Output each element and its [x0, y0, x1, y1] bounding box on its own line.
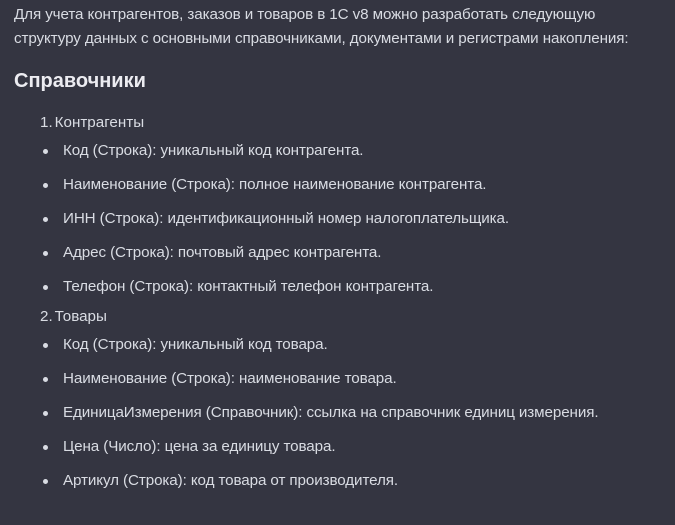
- list-item-text: Телефон (Строка): контактный телефон контрагента.: [63, 278, 434, 295]
- list-item: [14, 368, 661, 390]
- list-item: [14, 470, 661, 492]
- bullet-icon: [43, 149, 48, 154]
- list-item-text: Артикул (Строка): код товара от производителя.: [63, 472, 398, 489]
- field-list: [14, 140, 661, 298]
- section-heading: Справочники: [14, 70, 146, 92]
- bullet-icon: [43, 411, 48, 416]
- bullet-icon: [43, 479, 48, 484]
- list-item-text: ЕдиницаИзмерения (Справочник): ссылка на справочник единиц измерения.: [63, 404, 599, 421]
- catalog-group-counterparties: [14, 112, 661, 298]
- list-item: [14, 140, 661, 162]
- field-list: [14, 334, 661, 492]
- group-title: [14, 112, 661, 134]
- group-number: 1.: [40, 114, 53, 131]
- group-number: 2.: [40, 308, 53, 325]
- list-item: [14, 276, 661, 298]
- catalog-group-goods: [14, 306, 661, 492]
- intro-paragraph: Для учета контрагентов, заказов и товаров в 1С v8 можно разработать следующую структуру данных с основными справочниками, документами и регистрами накопления:: [14, 6, 629, 47]
- bullet-icon: [43, 251, 48, 256]
- list-item: [14, 174, 661, 196]
- list-item: [14, 334, 661, 356]
- bullet-icon: [43, 183, 48, 188]
- list-item-text: Код (Строка): уникальный код товара.: [63, 336, 328, 353]
- list-item: [14, 208, 661, 230]
- group-name: Контрагенты: [54, 114, 145, 131]
- group-title: [14, 306, 661, 328]
- list-item-text: Цена (Число): цена за единицу товара.: [63, 438, 336, 455]
- bullet-icon: [43, 445, 48, 450]
- list-item-text: ИНН (Строка): идентификационный номер налогоплательщика.: [63, 210, 509, 227]
- list-item: [14, 436, 661, 458]
- bullet-icon: [43, 377, 48, 382]
- bullet-icon: [43, 217, 48, 222]
- bullet-icon: [43, 343, 48, 348]
- group-name: Товары: [54, 308, 107, 325]
- list-item: [14, 242, 661, 264]
- bullet-icon: [43, 285, 48, 290]
- list-item-text: Адрес (Строка): почтовый адрес контрагента.: [63, 244, 382, 261]
- list-item-text: Код (Строка): уникальный код контрагента.: [63, 142, 364, 159]
- list-item-text: Наименование (Строка): полное наименование контрагента.: [63, 176, 487, 193]
- list-item-text: Наименование (Строка): наименование товара.: [63, 370, 397, 387]
- list-item: [14, 402, 661, 424]
